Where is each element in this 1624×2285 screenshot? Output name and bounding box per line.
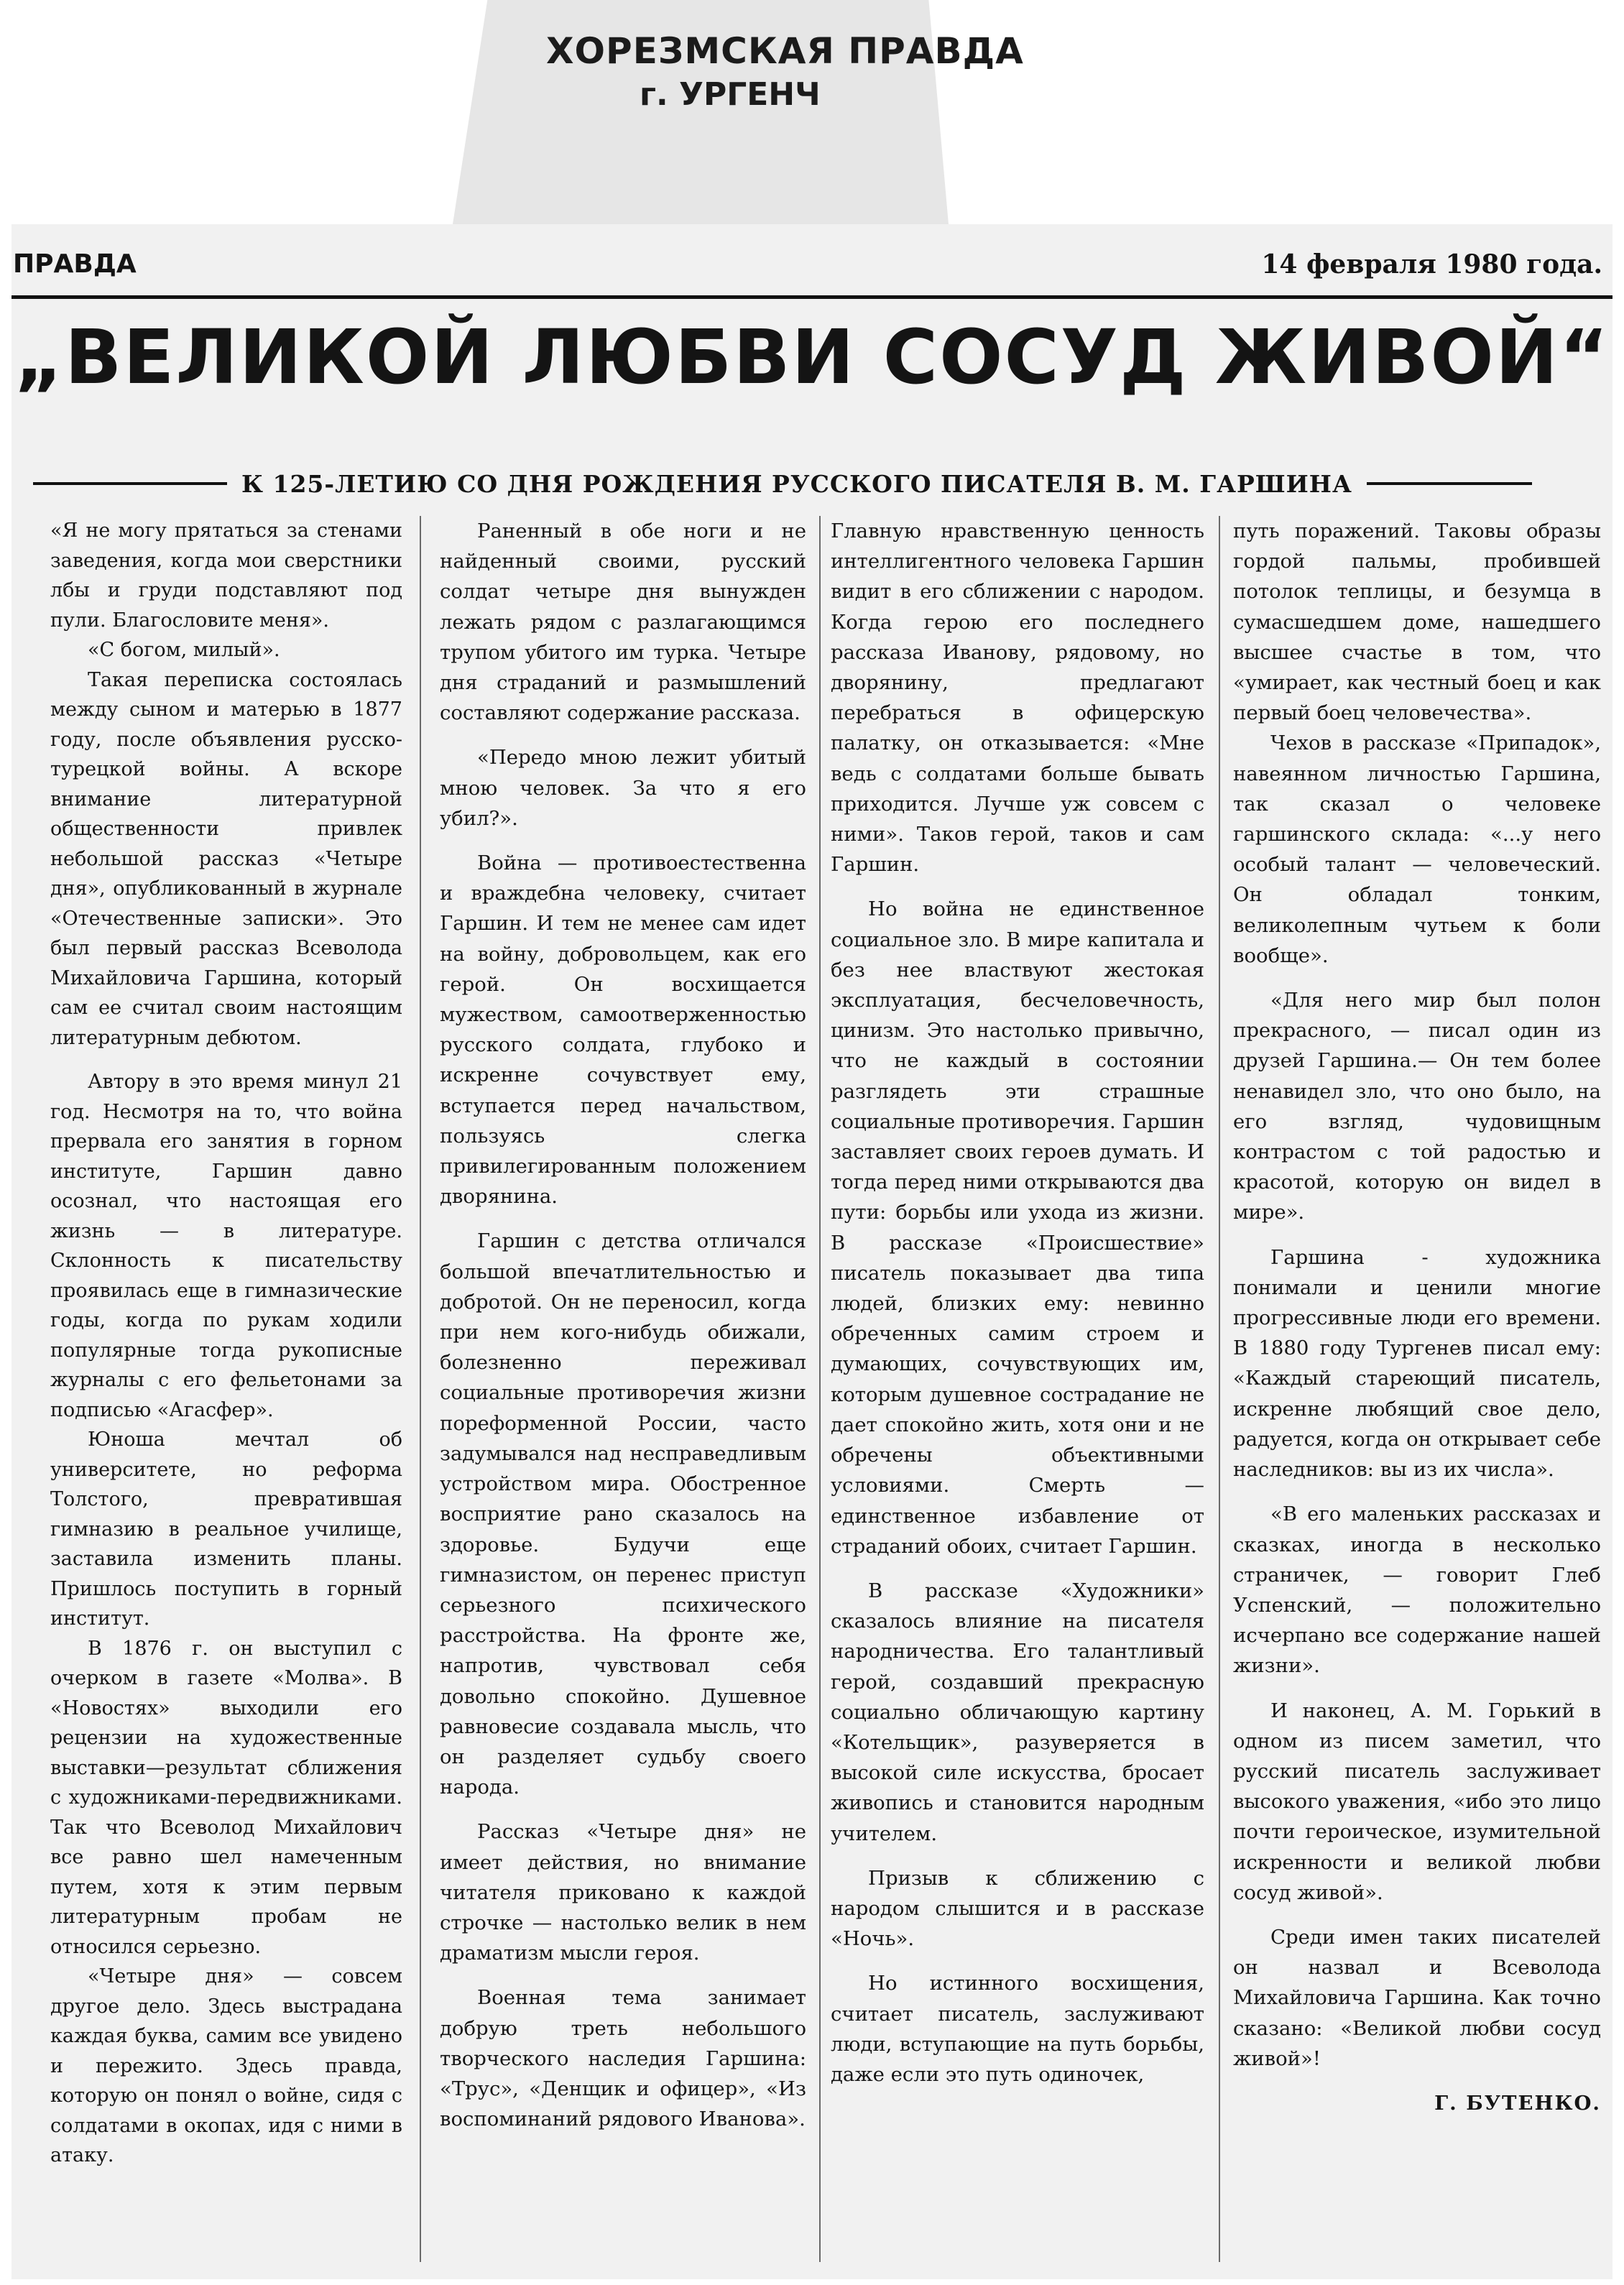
paragraph: «Для него мир был полон прекрасного, — писал один из друзей Гаршина.— Он тем более ненавидел зло, что оно было, на его взгляд, чудовищным контрастом с той радостью и красотой, которую он видел в мире». bbox=[1233, 989, 1601, 1224]
author-signature: Г. БУТЕНКО. bbox=[1434, 2091, 1601, 2115]
column-divider bbox=[819, 516, 821, 2262]
article-headline: „ВЕЛИКОЙ ЛЮБВИ СОСУД ЖИВОЙ“ bbox=[14, 313, 1610, 401]
paragraph: Юноша мечтал об университете, но реформа Толстого, превратившая гимназию в реальное училище, заставила изменить планы. Пришлось поступить в горный институт. bbox=[50, 1428, 402, 1630]
library-stamp-city: г. УРГЕНЧ bbox=[640, 76, 821, 113]
subtitle-rule-left bbox=[33, 482, 227, 485]
paragraph: «В его маленьких рассказах и сказках, иногда в несколько страничек, — говорит Глеб Успенский, — положительно исчерпано все содержание нашей жизни». bbox=[1233, 1502, 1601, 1678]
paragraph: Рассказ «Четыре дня» не имеет действия, но внимание читателя приковано к каждой строчке — настолько велик в нем драматизм мысли героя. bbox=[440, 1820, 806, 1965]
paragraph: путь поражений. Таковы образы гордой пальмы, пробившей потолок теплицы, и безумца в сумасшедшем доме, нашедшего высшее счастье в том, что «умирает, как честный боец и как первый боец человечества». bbox=[1233, 520, 1601, 725]
article-subtitle: К 125-ЛЕТИЮ СО ДНЯ РОЖДЕНИЯ РУССКОГО ПИСАТЕЛЯ В. М. ГАРШИНА bbox=[241, 469, 1352, 498]
paragraph: Гаршина - художника понимали и ценили многие прогрессивные люди его времени. В 1880 году Тургенев писал ему: «Каждый стареющий писатель, искренне любящий свое дело, радуется, когда он открывает себе наследников: вы из их числа». bbox=[1233, 1245, 1601, 1482]
paragraph: Но война не единственное социальное зло. В мире капитала и без нее властвуют жестокая эксплуатация, бесчеловечность, цинизм. Это настолько привычно, что не каждый в состоянии разглядеть эти страшные социальные противоречия. Гаршин заставляет своих героев думать. И тогда перед ними открываются два пути: борьбы или ухода из жизни. В рассказе «Происшествие» писатель показывает два типа людей, близких ему: невинно обреченных самим строем и думающих, сочувствующих им, которым душевное сострадание не дает спокойно жить, хотя они и не обречены объективными условиями. Смерть — единственное избавление от страданий обоих, считает Гаршин. bbox=[831, 897, 1204, 1558]
paragraph: Раненный в обе ноги и не найденный своими, русский солдат четыре дня вынужден лежать рядом с разлагающимся трупом убитого им турка. Четыре дня страданий и размышлений составляют содержание рассказа. bbox=[440, 520, 806, 725]
column-divider bbox=[1219, 516, 1220, 2262]
paragraph: Военная тема занимает добрую треть небольшого творческого наследия Гаршина: «Трус», «Денщик и офицер», «Из воспоминаний рядового Иванова». bbox=[440, 1986, 806, 2131]
paragraph: «Четыре дня» — совсем другое дело. Здесь выстрадана каждая буква, самим все увидено и пережито. Здесь правда, которую он понял о войне, сидя с солдатами в окопах, идя с ними в атаку. bbox=[50, 1965, 402, 2166]
library-stamp-title: ХОРЕЗМСКАЯ ПРАВДА bbox=[546, 30, 1024, 72]
paragraph: Призыв к сближению с народом слышится и в рассказе «Ночь». bbox=[831, 1866, 1204, 1951]
paragraph: Такая переписка состоялась между сыном и матерью в 1877 году, после объявления русско-турецкой войны. А вскоре внимание литературной общественности привлек небольшой рассказ «Четыре дня», опубликованный в журнале «Отечественные записки». Это был первый рассказ Всеволода Михайловича Гаршина, который сам ее считал своим настоящим литературным дебютом. bbox=[50, 668, 402, 1049]
article-column-3 bbox=[831, 516, 1204, 2262]
article-column-4 bbox=[1233, 516, 1601, 2262]
paragraph: «Передо мною лежит убитый мною человек. За что я его убил?». bbox=[440, 746, 806, 830]
paragraph: И наконец, А. М. Горький в одном из писем заметил, что русский писатель заслуживает высокого уважения, «ибо это лицо почти героическое, изумительной искренности и великой любви сосуд живой». bbox=[1233, 1699, 1601, 1904]
paragraph: Но истинного восхищения, считает писатель, заслуживают люди, вступающие на путь борьбы, даже если это путь одиночек, bbox=[831, 1972, 1204, 2086]
subtitle-row bbox=[33, 466, 1571, 502]
paragraph: Автору в это время минул 21 год. Несмотря на то, что война прервала его занятия в горном институте, Гаршин давно осознал, что настоящая его жизнь — в литературе. Склонность к писательству проявилась еще в гимназические годы, когда по рукам ходили популярные тогда рукописные журналы с его фельетонами за подписью «Агасфер». bbox=[50, 1071, 402, 1421]
masthead bbox=[11, 249, 1613, 285]
column-divider bbox=[420, 516, 421, 2262]
paragraph: «С богом, милый». bbox=[88, 639, 280, 661]
paragraph: Главную нравственную ценность интеллигентного человека Гаршин видит в его сближении с народом. Когда герою его последнего рассказа Иванову, рядовому, но дворянину, предлагают перебраться в офицерскую палатку, он отказывается: «Мне ведь с солдатами больше бывать приходится. Лучше уж совсем с ними». Таков герой, таков и сам Гаршин. bbox=[831, 520, 1204, 877]
newspaper-clipping bbox=[11, 224, 1613, 2279]
article-column-2 bbox=[440, 516, 806, 2262]
newspaper-name: ПРАВДА bbox=[13, 249, 137, 279]
paragraph: В 1876 г. он выступил с очерком в газете «Молва». В «Новостях» выходили его рецензии на художественные выставки—результат сближения с художниками-передвижниками. Так что Всеволод Михайлович все равно шел намеченным путем, хотя к этим первым литературным пробам не относился серьезно. bbox=[50, 1637, 402, 1958]
subtitle-rule-right bbox=[1367, 482, 1532, 485]
paragraph: Война — противоестественна и враждебна человеку, считает Гаршин. И тем не менее сам идет на войну, добровольцем, как его герой. Он восхищается мужеством, самоотверженностью русского солдата, глубоко и искренне сочувствует ему, вступается перед начальством, пользуясь слегка привилегированным положением дворянина. bbox=[440, 851, 806, 1209]
paragraph: Чехов в рассказе «Припадок», навеянном личностью Гаршина, так сказал о человеке гаршинского склада: «...у него особый талант — человеческий. Он обладал тонким, великолепным чутьем к боли вообще». bbox=[1233, 731, 1601, 967]
paragraph: «Я не могу прятаться за стенами заведения, когда мои сверстники лбы и груди подставляют под пули. Благословите меня». bbox=[50, 520, 402, 632]
paragraph: В рассказе «Художники» сказалось влияние на писателя народничества. Его талантливый герой, создавший прекрасную социально обличающую картину «Котельщик», разуверяется в высокой силе искусства, бросает живопись и становится народным учителем. bbox=[831, 1579, 1204, 1845]
article-column-1 bbox=[50, 516, 402, 2262]
paragraph: Среди имен таких писателей он назвал и Всеволода Михайловича Гаршина. Как точно сказано: «Великой любви сосуд живой»! bbox=[1233, 1925, 1601, 2070]
masthead-rule bbox=[11, 295, 1613, 299]
issue-date: 14 февраля 1980 года. bbox=[1261, 249, 1602, 280]
paragraph: Гаршин с детства отличался большой впечатлительностью и добротой. Он не переносил, когда при нем кого-нибудь обижали, болезненно переживал социальные противоречия жизни пореформенной России, часто задумывался над несправедливым устройством мира. Обостренное восприятие рано сказалось на здоровье. Будучи еще гимназистом, он перенес приступ серьезного психического расстройства. На фронте же, напротив, чувствовал себя довольно спокойно. Душевное равновесие создавала мысль, что он разделяет судьбу своего народа. bbox=[440, 1229, 806, 1799]
